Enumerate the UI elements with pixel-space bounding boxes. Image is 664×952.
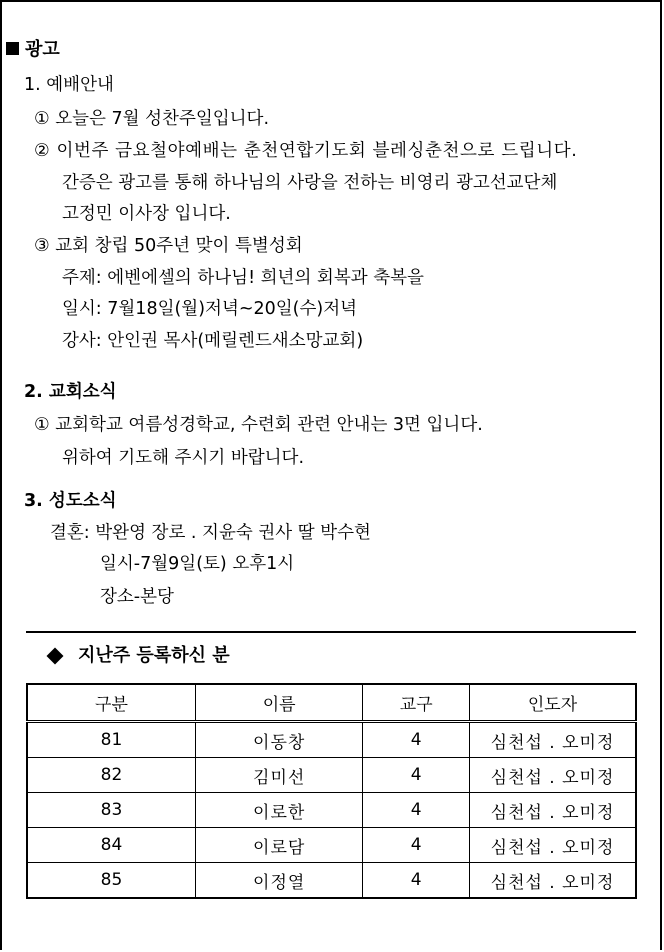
- header-guide: 인도자: [470, 684, 636, 722]
- cell-guide: 심천섭 . 오미정: [470, 828, 636, 863]
- cell-district: 4: [363, 758, 470, 793]
- worship-line-8: 강사: 안인권 목사(메릴렌드새소망교회): [62, 331, 364, 351]
- cell-category: 85: [27, 863, 195, 899]
- table-row: [27, 828, 636, 863]
- worship-line-1: ① 오늘은 7월 성찬주일입니다.: [34, 109, 270, 129]
- divider: [26, 631, 636, 633]
- worship-line-4: 고정민 이사장 입니다.: [62, 204, 231, 224]
- church-news-line-1: ① 교회학교 여름성경학교, 수련회 관련 안내는 3면 입니다.: [34, 415, 483, 435]
- cell-category: 81: [27, 722, 195, 758]
- square-bullet-icon: [6, 42, 19, 55]
- cell-category: 83: [27, 793, 195, 828]
- cell-category: 82: [27, 758, 195, 793]
- heading-church-news: 2. 교회소식: [24, 382, 117, 402]
- registration-table: [26, 683, 637, 899]
- section-title: 광고: [25, 39, 60, 60]
- cell-guide: 심천섭 . 오미정: [470, 863, 636, 899]
- cell-district: 4: [363, 793, 470, 828]
- member-news-line-1: 결혼: 박완영 장로 . 지윤숙 권사 딸 박수현: [50, 523, 371, 543]
- header-category: 구분: [27, 684, 195, 722]
- table-row: [27, 758, 636, 793]
- table-row: [27, 722, 636, 758]
- member-news-line-3: 장소-본당: [100, 587, 174, 607]
- header-name: 이름: [195, 684, 362, 722]
- member-news-line-2: 일시-7월9일(토) 오후1시: [100, 554, 295, 574]
- church-news-line-2: 위하여 기도해 주시기 바랍니다.: [62, 448, 305, 468]
- cell-guide: 심천섭 . 오미정: [470, 793, 636, 828]
- worship-line-7: 일시: 7월18일(월)저녁~20일(수)저녁: [62, 299, 358, 319]
- cell-name: 김미선: [195, 758, 362, 793]
- cell-district: 4: [363, 722, 470, 758]
- table-header-row: [27, 684, 636, 722]
- table-row: [27, 863, 636, 899]
- cell-guide: 심천섭 . 오미정: [470, 758, 636, 793]
- heading-worship: 1. 예배안내: [24, 75, 114, 95]
- cell-guide: 심천섭 . 오미정: [470, 722, 636, 758]
- cell-district: 4: [363, 863, 470, 899]
- worship-line-3: 간증은 광고를 통해 하나님의 사랑을 전하는 비영리 광고선교단체: [62, 173, 558, 193]
- header-district: 교구: [363, 684, 470, 722]
- registration-title: 지난주 등록하신 분: [78, 645, 230, 666]
- cell-name: 이정열: [195, 863, 362, 899]
- worship-line-5: ③ 교회 창립 50주년 맞이 특별성회: [34, 236, 303, 256]
- table-row: [27, 793, 636, 828]
- worship-line-2: ② 이번주 금요철야예배는 춘천연합기도회 블레싱춘천으로 드립니다.: [34, 141, 578, 161]
- cell-name: 이동창: [195, 722, 362, 758]
- cell-name: 이로담: [195, 828, 362, 863]
- cell-category: 84: [27, 828, 195, 863]
- cell-district: 4: [363, 828, 470, 863]
- worship-line-6: 주제: 에벤에셀의 하나님! 희년의 회복과 축복을: [62, 268, 424, 288]
- heading-member-news: 3. 성도소식: [24, 491, 117, 511]
- cell-name: 이로한: [195, 793, 362, 828]
